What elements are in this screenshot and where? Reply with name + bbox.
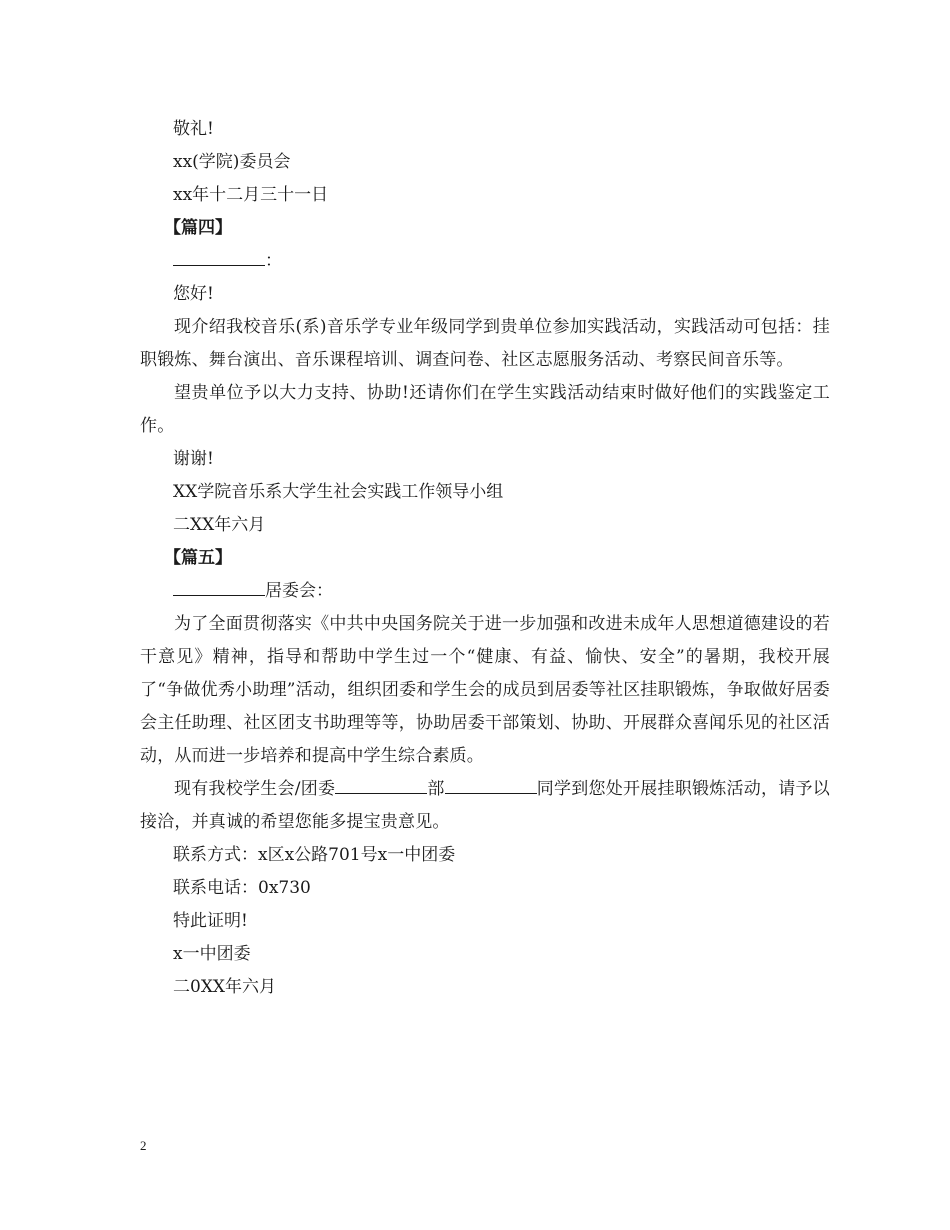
recipient-suffix: ：	[265, 251, 282, 271]
signature-org: x一中团委	[173, 944, 251, 964]
signature-group: XX学院音乐系大学生社会实践工作领导小组	[173, 482, 504, 502]
paragraph: 现介绍我校音乐(系)音乐学专业年级同学到贵单位参加实践活动，实践活动可包括：挂职锻炼、舞台演出、音乐课程培训、调查问卷、社区志愿服务活动、考察民间音乐等。	[140, 317, 830, 370]
fill-in-blank	[173, 247, 265, 266]
document-body	[140, 113, 830, 1004]
signature-committee: xx(学院)委员会	[173, 152, 291, 172]
greeting: 您好!	[173, 284, 214, 304]
paragraph-text: 同学到您处开展挂职锻炼活动，请予以接洽，并真诚的希望您能多提宝贵意见。	[140, 779, 831, 832]
recipient-suffix: 居委会：	[265, 581, 333, 601]
contact-phone: 联系电话：0x730	[173, 878, 311, 898]
signature-date: xx年十二月三十一日	[173, 185, 329, 205]
paragraph-text: 部	[427, 779, 445, 799]
recipient-line-4	[140, 245, 830, 278]
closing-salute: 敬礼!	[173, 119, 214, 139]
paragraph: 望贵单位予以大力支持、协助!还请你们在学生实践活动结束时做好他们的实践鉴定工作。	[140, 383, 830, 436]
paragraph-text: 现有我校学生会/团委	[174, 779, 336, 799]
fill-in-blank	[335, 775, 427, 794]
fill-in-blank	[445, 775, 537, 794]
section-heading-5: 【篇五】	[164, 548, 232, 568]
thanks-line: 谢谢!	[173, 449, 214, 469]
certification-line: 特此证明!	[173, 911, 248, 931]
section-heading-4: 【篇四】	[164, 218, 232, 238]
paragraph	[140, 773, 830, 839]
recipient-line-5	[140, 575, 830, 608]
page-number: 2	[140, 1138, 147, 1153]
paragraph: 为了全面贯彻落实《中共中央国务院关于进一步加强和改进未成年人思想道德建设的若干意见》精神，指导和帮助中学生过一个“健康、有益、愉快、安全”的暑期，我校开展了“争做优秀小助理”活动，组织团委和学生会的成员到居委等社区挂职锻炼，争取做好居委会主任助理、社区团支书助理等等，协助居委干部策划、协助、开展群众喜闻乐见的社区活动，从而进一步培养和提高中学生综合素质。	[140, 614, 830, 766]
fill-in-blank	[173, 577, 265, 596]
contact-address: 联系方式：x区x公路701号x一中团委	[173, 845, 456, 865]
signature-date: 二0XX年六月	[173, 977, 277, 997]
signature-date: 二XX年六月	[173, 515, 266, 535]
